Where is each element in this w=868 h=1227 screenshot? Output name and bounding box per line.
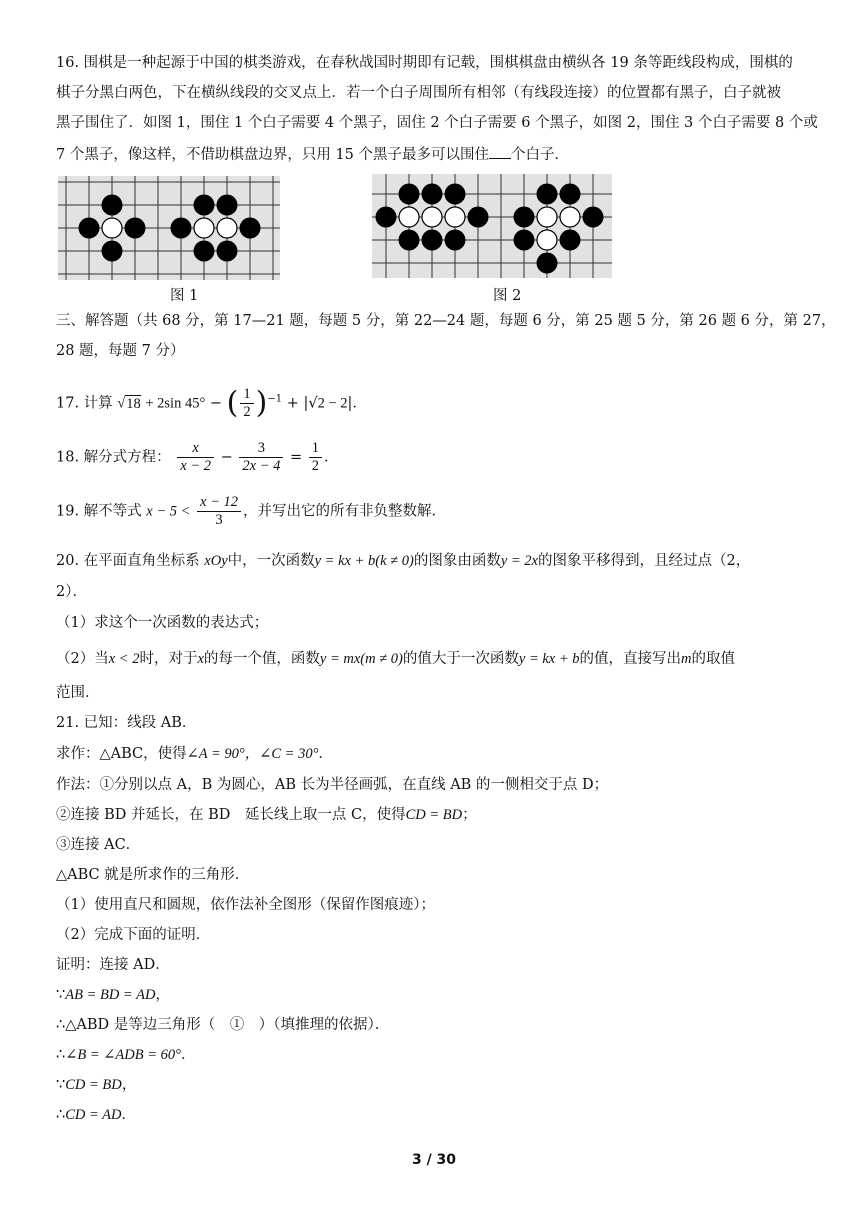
because-symbol: ∵ <box>56 1077 66 1093</box>
q18-eq: = <box>289 449 303 466</box>
q16-line2: 棋子分黑白两色，下在横纵线段的交叉点上．若一个白子周围所有相邻（有线段连接）的位置都有黑子，白子就被 <box>56 85 781 101</box>
black-stone <box>422 184 443 205</box>
q20-math: (m ≠ 0) <box>360 651 403 667</box>
white-stone <box>445 207 465 227</box>
white-stone <box>560 207 580 227</box>
q19-prefix: 19. 解不等式 <box>56 503 142 520</box>
section-3-heading-line2: 28 题，每题 7 分） <box>56 343 185 359</box>
q17-sin-term: + 2sin 45° <box>145 395 206 412</box>
q16-line3: 黑子围住了．如图 1，围住 1 个白子需要 4 个黑子，固住 2 个白子需要 6 个黑子，如图 2，围住 3 个白子需要 8 个或 <box>56 115 818 131</box>
q18-f1-denominator: x − 2 <box>180 458 212 474</box>
abs-left: | <box>303 395 309 412</box>
black-stone <box>445 230 466 251</box>
black-stone <box>376 207 397 228</box>
black-stone <box>240 218 261 239</box>
white-stone <box>422 207 442 227</box>
q21-line10 <box>56 986 170 1004</box>
q17-prefix: 17. 计算 <box>56 395 113 412</box>
q16-line1: 16. 围棋是一种起源于中国的棋类游戏，在春秋战国时期即有记载，围棋棋盘由横纵各 19 条等距线段构成，围棋的 <box>56 55 793 71</box>
q18-end: ． <box>324 449 339 466</box>
q20-text: （2）当 <box>56 651 109 667</box>
figure-1-caption: 图 1 <box>170 288 199 304</box>
q18-fraction-3 <box>309 440 322 475</box>
q21-line2 <box>56 745 333 763</box>
black-stone <box>171 218 192 239</box>
white-stone <box>102 218 122 238</box>
q20-math: xOy <box>204 553 228 569</box>
paren-right: ) <box>255 385 268 421</box>
q18-f3-denominator: 2 <box>311 458 319 474</box>
q20-text: 20. 在平面直角坐标系 <box>56 553 200 569</box>
q20-text: 的每一个值，函数 <box>203 651 320 667</box>
q19-denominator: 3 <box>215 512 223 528</box>
q18 <box>56 440 339 475</box>
q17-radicand: 18 <box>126 395 141 412</box>
q20-math: y = mx <box>319 651 361 667</box>
q21-line12 <box>56 1046 195 1064</box>
q20-text: 时，对于 <box>139 651 198 667</box>
q20-text: 的值，直接写出 <box>579 651 682 667</box>
q19 <box>56 494 446 529</box>
answer-blank <box>489 144 511 159</box>
q18-f2-numerator: 3 <box>239 440 283 458</box>
q20-part1: （1）求这个一次函数的表达式； <box>56 615 269 631</box>
white-stone <box>194 218 214 238</box>
q21-text: ． <box>318 746 333 762</box>
therefore-symbol: ∴ <box>56 1107 66 1123</box>
sqrt-sign: √ <box>117 395 126 412</box>
black-stone <box>514 207 535 228</box>
q21-line3: 作法：①分别以点 A，B 为圆心，AB 长为半径画弧，在直线 AB 的一侧相交于点 D； <box>56 777 609 793</box>
q18-prefix: 18. 解分式方程： <box>56 449 171 466</box>
q21-text: ， <box>121 1077 137 1093</box>
page-number: 3 / 30 <box>411 1152 457 1168</box>
section-3-heading-line1: 三、解答题（共 68 分，第 17—21 题，每题 5 分，第 22—24 题，每题 6 分，第 25 题 5 分，第 26 题 6 分，第 27， <box>56 313 836 329</box>
black-stone <box>399 184 420 205</box>
q20-math: y = 2x <box>500 553 538 569</box>
q21-text: ②连接 BD 并延长，在 BD 延长线上取一点 C，使得 <box>56 807 406 823</box>
white-stone <box>217 218 237 238</box>
black-stone <box>217 195 238 216</box>
q17-fraction <box>240 386 253 421</box>
q21-line11: ∴△ABD 是等边三角形（ ① ）（填推理的依据）． <box>56 1017 390 1033</box>
q20-math: y = kx + b <box>314 553 376 569</box>
q17-plus: + <box>286 395 299 412</box>
q16-line4-end: 个白子． <box>511 147 570 163</box>
q18-f2-denominator: 2x − 4 <box>242 458 281 474</box>
q21-line9: 证明：连接 AD． <box>56 957 170 973</box>
q20-math: x < 2 <box>108 651 140 667</box>
q18-f1-numerator: x <box>177 440 214 458</box>
q18-op: − <box>220 449 233 466</box>
black-stone <box>125 218 146 239</box>
q17-abs-content: 2 − 2 <box>317 395 348 412</box>
because-symbol: ∵ <box>56 987 66 1003</box>
q21-text: ， <box>155 987 170 1003</box>
q21-line7: （1）使用直尺和圆规，依作法补全图形（保留作图痕迹）； <box>56 897 435 913</box>
q21-math: AB = BD = AD <box>65 987 156 1003</box>
q20-math: (k ≠ 0) <box>375 553 414 569</box>
q21-line13 <box>56 1076 136 1094</box>
q20-part2-line2: 范围． <box>56 685 100 701</box>
q21-math: CD = BD <box>65 1077 122 1093</box>
q18-fraction-2 <box>239 440 283 475</box>
white-stone <box>537 207 557 227</box>
q20-math: y = kx + b <box>518 651 580 667</box>
q20-text: 的取值 <box>691 651 736 667</box>
go-board-figure-2 <box>372 174 612 278</box>
q21-math: CD = AD <box>65 1107 122 1123</box>
paren-left: ( <box>226 385 239 421</box>
q21-text: ； <box>462 807 477 823</box>
black-stone <box>468 207 489 228</box>
black-stone <box>422 230 443 251</box>
q21-line4 <box>56 806 477 824</box>
q18-fraction-1 <box>177 440 214 475</box>
q21-math: ∠B = ∠ADB = 60° <box>65 1047 181 1063</box>
abs-right: | <box>347 395 353 412</box>
black-stone <box>537 253 558 274</box>
black-stone <box>79 218 100 239</box>
black-stone <box>102 241 123 262</box>
q17-frac-denominator: 2 <box>243 404 251 420</box>
q20-line1 <box>56 552 750 570</box>
black-stone <box>445 184 466 205</box>
black-stone <box>560 184 581 205</box>
q17-frac-numerator: 1 <box>240 386 253 404</box>
q16-line4-text: 7 个黑子，像这样，不借助棋盘边界，只用 15 个黑子最多可以围住 <box>56 147 490 163</box>
q20-math: x <box>197 651 204 667</box>
q21-line6: △ABC 就是所求作的三角形． <box>56 867 250 883</box>
q17-minus: − <box>209 395 223 412</box>
q20-text: 的图象平移得到，且经过点（2， <box>537 553 751 569</box>
q21-line14 <box>56 1106 136 1124</box>
black-stone <box>194 195 215 216</box>
q17 <box>56 386 367 421</box>
white-stone <box>399 207 419 227</box>
q16-line4 <box>56 144 569 164</box>
q20-text: 的图象由函数 <box>413 553 501 569</box>
q21-text: ． <box>121 1107 136 1123</box>
q20-line2: 2）． <box>56 584 87 600</box>
figure-2-caption: 图 2 <box>493 288 522 304</box>
sqrt-sign: √ <box>308 395 318 412</box>
q20-math: m <box>681 651 692 667</box>
q18-f3-numerator: 1 <box>309 440 322 458</box>
q21-line8: （2）完成下面的证明． <box>56 927 211 943</box>
q19-fraction <box>197 494 241 529</box>
therefore-symbol: ∴ <box>56 1047 66 1063</box>
q20-text: 的值大于一次函数 <box>402 651 519 667</box>
black-stone <box>194 241 215 262</box>
q19-lhs: x − 5 < <box>146 503 191 520</box>
go-board-figure-1 <box>58 176 280 280</box>
black-stone <box>560 230 581 251</box>
black-stone <box>102 195 123 216</box>
black-stone <box>537 184 558 205</box>
q17-exponent: −1 <box>267 393 283 405</box>
black-stone <box>217 241 238 262</box>
q20-part2 <box>56 650 735 668</box>
q19-numerator: x − 12 <box>197 494 241 512</box>
black-stone <box>514 230 535 251</box>
q21-math: ∠A = 90°，∠C = 30° <box>186 746 319 762</box>
black-stone <box>399 230 420 251</box>
q21-text: 求作：△ABC，使得 <box>56 746 187 762</box>
q20-text: 中，一次函数 <box>227 553 315 569</box>
black-stone <box>583 207 604 228</box>
q21-line1: 21. 已知：线段 AB． <box>56 715 197 731</box>
q21-math: CD = BD <box>405 807 463 823</box>
q19-suffix: ，并写出它的所有非负整数解． <box>243 503 447 520</box>
white-stone <box>537 230 557 250</box>
q21-text: ． <box>180 1047 196 1063</box>
q17-end: ． <box>352 395 367 412</box>
q21-line5: ③连接 AC． <box>56 837 141 853</box>
